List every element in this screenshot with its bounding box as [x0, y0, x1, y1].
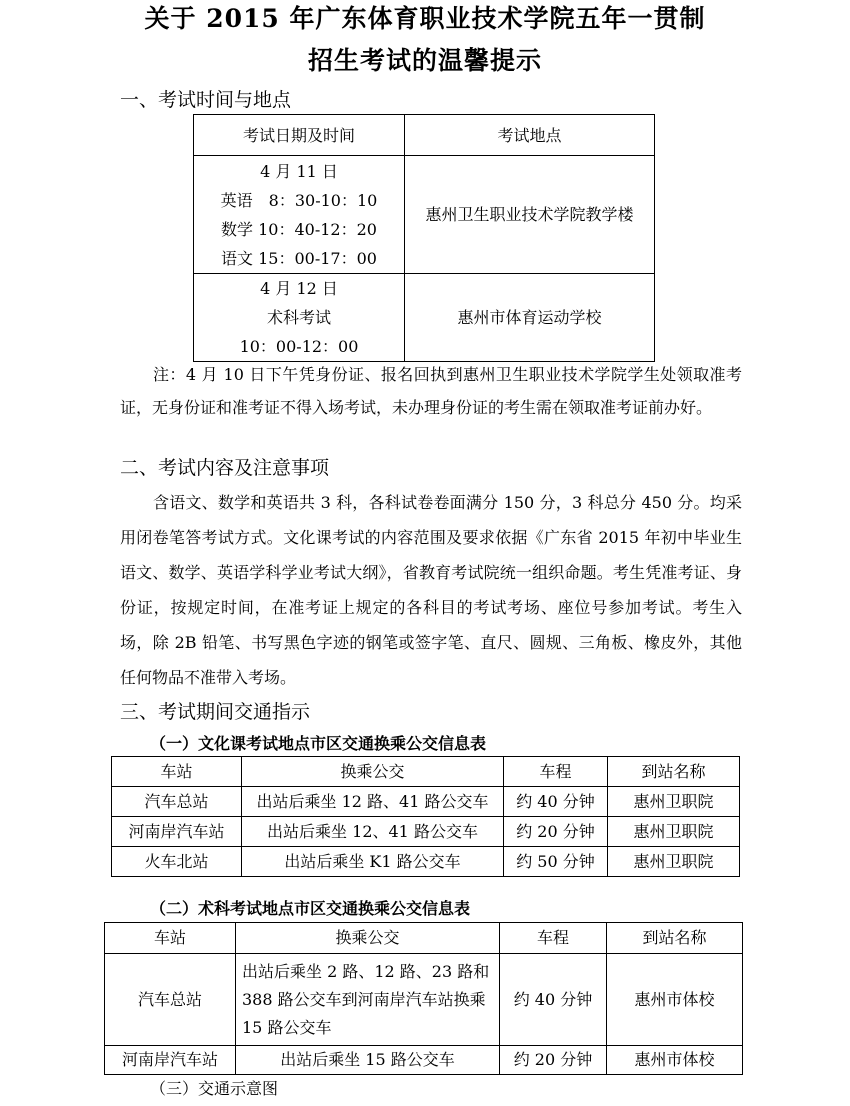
- document-title-line-2: 招生考试的温馨提示: [307, 46, 542, 75]
- travel-time-cell: 约 50 分钟: [504, 847, 608, 877]
- table-row: [105, 1046, 743, 1075]
- exam-time-chinese: 语文 15：00-17：00: [221, 248, 377, 268]
- table-header-row: [112, 757, 740, 787]
- destination-cell: 惠州卫职院: [608, 817, 740, 847]
- exam-time-english: 英语 8：30-10：10: [220, 190, 378, 210]
- destination-cell: 惠州市体校: [607, 1046, 743, 1075]
- header-date-time: 考试日期及时间: [194, 115, 405, 156]
- exam-time-math: 数学 10：40-12：20: [221, 219, 377, 239]
- exam-location: 惠州市体育运动学校: [405, 274, 655, 362]
- header-travel-time: 车程: [504, 757, 608, 787]
- bus-route-cell: 出站后乘坐 15 路公交车: [236, 1046, 500, 1075]
- bus-table-sports: [104, 922, 743, 1075]
- station-cell: 河南岸汽车站: [105, 1046, 236, 1075]
- station-cell: 汽车总站: [112, 787, 242, 817]
- header-bus-route: 换乘公交: [236, 923, 500, 954]
- header-destination: 到站名称: [607, 923, 743, 954]
- station-cell: 汽车总站: [105, 954, 236, 1046]
- subsection-1-title: （一）文化课考试地点市区交通换乘公交信息表: [150, 734, 487, 753]
- table-row: [112, 847, 740, 877]
- header-station: 车站: [105, 923, 236, 954]
- header-travel-time: 车程: [500, 923, 607, 954]
- header-station: 车站: [112, 757, 242, 787]
- exam-time: 10：00-12：00: [239, 337, 359, 356]
- subsection-2-title: （二）术科考试地点市区交通换乘公交信息表: [150, 899, 471, 918]
- table-row: [112, 787, 740, 817]
- header-location: 考试地点: [405, 115, 655, 156]
- header-bus-route: 换乘公交: [242, 757, 504, 787]
- travel-time-cell: 约 40 分钟: [504, 787, 608, 817]
- section-2-heading: 二、考试内容及注意事项: [120, 457, 330, 479]
- exam-date-cell: [194, 156, 405, 274]
- table-row: [105, 954, 743, 1046]
- section-1-heading: 一、考试时间与地点: [120, 89, 292, 111]
- destination-cell: 惠州市体校: [607, 954, 743, 1046]
- bus-route-text: 出站后乘坐 2 路、12 路、23 路和 388 路公交车到河南岸汽车站换乘 15 路公交车: [242, 961, 490, 1037]
- exam-location: 惠州卫生职业技术学院教学楼: [405, 156, 655, 274]
- bus-route-cell: 出站后乘坐 12、41 路公交车: [242, 817, 504, 847]
- bus-route-cell: [236, 954, 500, 1046]
- subsection-3-title: （三）交通示意图: [150, 1079, 279, 1098]
- table-row: [194, 274, 655, 362]
- destination-cell: 惠州卫职院: [608, 847, 740, 877]
- exam-date: 4 月 11 日: [260, 161, 338, 181]
- bus-route-cell: 出站后乘坐 K1 路公交车: [242, 847, 504, 877]
- exam-date-cell: [194, 274, 405, 362]
- table-row: [112, 817, 740, 847]
- travel-time-cell: 约 20 分钟: [500, 1046, 607, 1075]
- exam-date: 4 月 12 日: [260, 279, 338, 298]
- exam-content-paragraph: 含语文、数学和英语共 3 科，各科试卷卷面满分 150 分，3 科总分 450 分。均采用闭卷笔答考试方式。文化课考试的内容范围及要求依据《广东省 2015 年初中毕业生语文、数学、英语学科学业考试大纲》，省教育考试院统一组织命题。考生凭准考证、身份证，按规定时间，在准考证上规定的各科目的考试考场、座位号参加考试。考生入场，除 2B 铅笔、书写黑色字迹的钢笔或签字笔、直尺、圆规、三角板、橡皮外，其他任何物品不准带入考场。: [120, 493, 742, 687]
- destination-cell: 惠州卫职院: [608, 787, 740, 817]
- document-title-line-1: 关于 2015 年广东体育职业技术学院五年一贯制: [144, 4, 706, 33]
- exam-note: 注：4 月 10 日下午凭身份证、报名回执到惠州卫生职业技术学院学生处领取准考证，无身份证和准考证不得入场考试，未办理身份证的考生需在领取准考证前办好。: [120, 365, 742, 417]
- section-3-heading: 三、考试期间交通指示: [120, 701, 311, 723]
- table-header-row: [194, 115, 655, 156]
- exam-schedule-table: [193, 114, 655, 362]
- bus-route-cell: 出站后乘坐 12 路、41 路公交车: [242, 787, 504, 817]
- travel-time-cell: 约 20 分钟: [504, 817, 608, 847]
- travel-time-cell: 约 40 分钟: [500, 954, 607, 1046]
- station-cell: 火车北站: [112, 847, 242, 877]
- table-row: [194, 156, 655, 274]
- table-header-row: [105, 923, 743, 954]
- station-cell: 河南岸汽车站: [112, 817, 242, 847]
- header-destination: 到站名称: [608, 757, 740, 787]
- exam-subject: 术科考试: [266, 308, 331, 327]
- bus-table-academic: [111, 756, 740, 877]
